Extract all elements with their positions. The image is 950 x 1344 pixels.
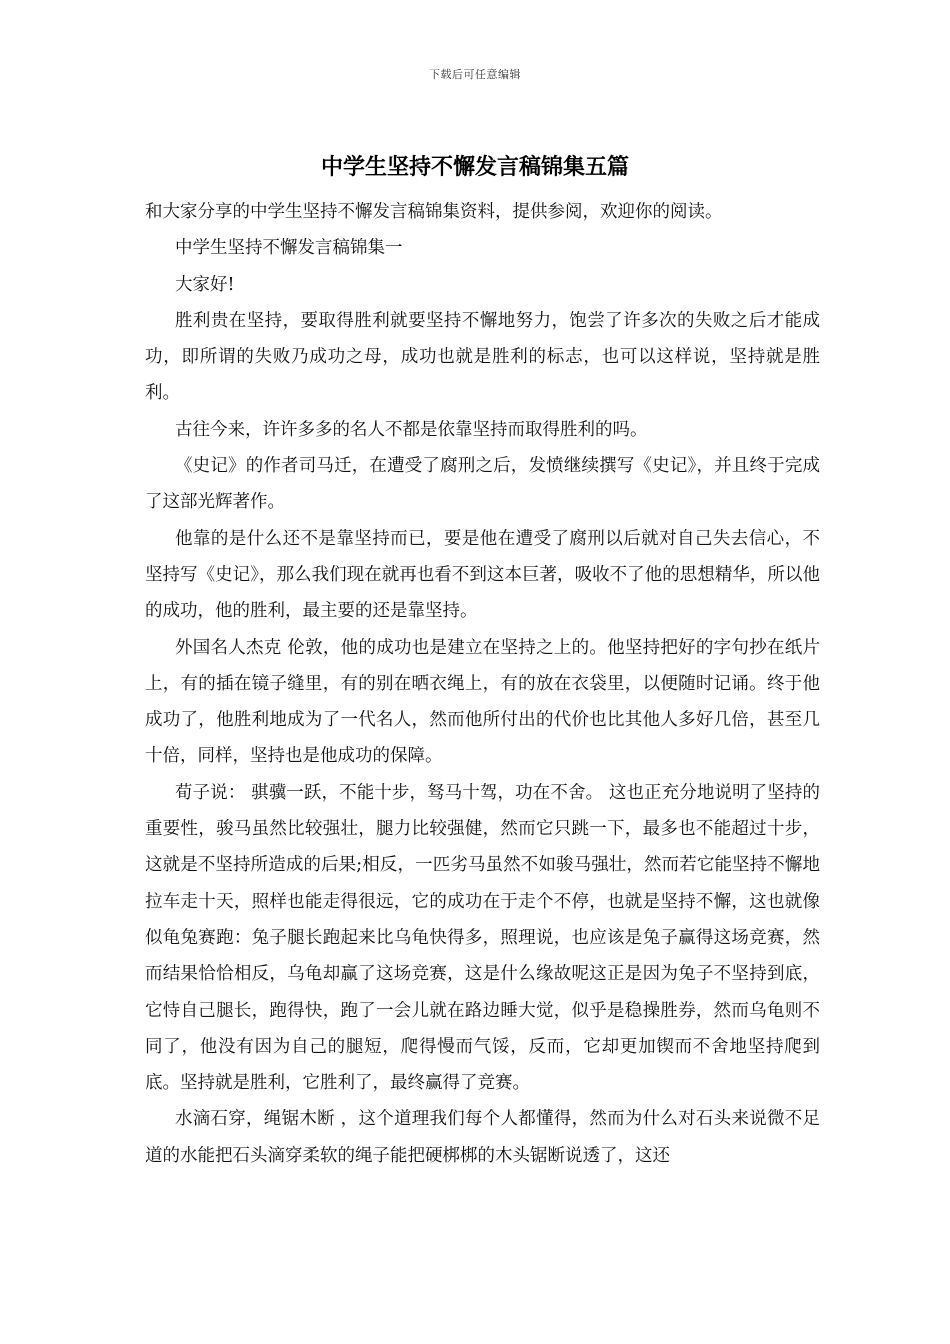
document-title: 中学生坚持不懈发言稿锦集五篇 [320,154,629,180]
paragraph-intro: 和大家分享的中学生坚持不懈发言稿锦集资料，提供参阅，欢迎你的阅读。 [145,202,723,222]
paragraph: 胜利贵在坚持，要取得胜利就要坚持不懈地努力，饱尝了许多次的失败之后才能成功，即所谓的失败乃成功之母，成功也就是胜利的标志，也可以这样说，坚持就是胜利。 [145,310,820,404]
paragraph: 水滴石穿，绳锯木断 ，这个道理我们每个人都懂得，然而为什么对石头来说微不足道的水能把石头滴穿柔软的绳子能把硬梆梆的木头锯断说透了，这还 [145,1109,820,1166]
header-note: 下载后可任意编辑 [429,68,521,81]
paragraph: 《史记》的作者司马迁，在遭受了腐刑之后，发愤继续撰写《史记》，并且终于完成了这部光辉著作。 [145,456,820,513]
paragraph: 荀子说： 骐骥一跃，不能十步，驽马十驾，功在不舍。 这也正充分地说明了坚持的重要性，骏马虽然比较强壮，腿力比较强健，然而它只跳一下，最多也不能超过十步，这就是不坚持所造成的后果;相反，一匹劣马虽然不如骏马强壮，然而若它能坚持不懈地拉车走十天，照样也能走得很远，它的成功在于走个不停，也就是坚持不懈，这也就像似龟兔赛跑：兔子腿长跑起来比乌龟快得多，照理说，也应该是兔子赢得这场竞赛，然而结果恰恰相反，乌龟却赢了这场竞赛，这是什么缘故呢这正是因为兔子不坚持到底，它恃自己腿长，跑得快，跑了一会儿就在路边睡大觉，似乎是稳操胜券，然而乌龟则不同了，他没有因为自己的腿短，爬得慢而气馁，反而，它却更加锲而不舍地坚持爬到底。坚持就是胜利，它胜利了，最终赢得了竞赛。 [145,782,820,1094]
paragraph: 他靠的是什么还不是靠坚持而已，要是他在遭受了腐刑以后就对自己失去信心，不坚持写《史记》，那么我们现在就再也看不到这本巨著，吸收不了他的思想精华，所以他的成功，他的胜利，最主要的还是靠坚持。 [145,528,820,622]
paragraph: 古往今来，许许多多的名人不都是依靠坚持而取得胜利的吗。 [175,419,648,440]
paragraph-section-heading: 中学生坚持不懈发言稿锦集一 [175,238,403,259]
paragraph: 外国名人杰克 伦敦，他的成功也是建立在坚持之上的。他坚持把好的字句抄在纸片上，有的插在镜子缝里，有的别在晒衣绳上，有的放在衣袋里，以便随时记诵。终于他成功了，他胜利地成为了一代名人，然而他所付出的代价也比其他人多好几倍，甚至几十倍，同样，坚持也是他成功的保障。 [145,637,820,767]
paragraph-greeting: 大家好! [175,274,235,295]
document-body [145,194,820,1174]
